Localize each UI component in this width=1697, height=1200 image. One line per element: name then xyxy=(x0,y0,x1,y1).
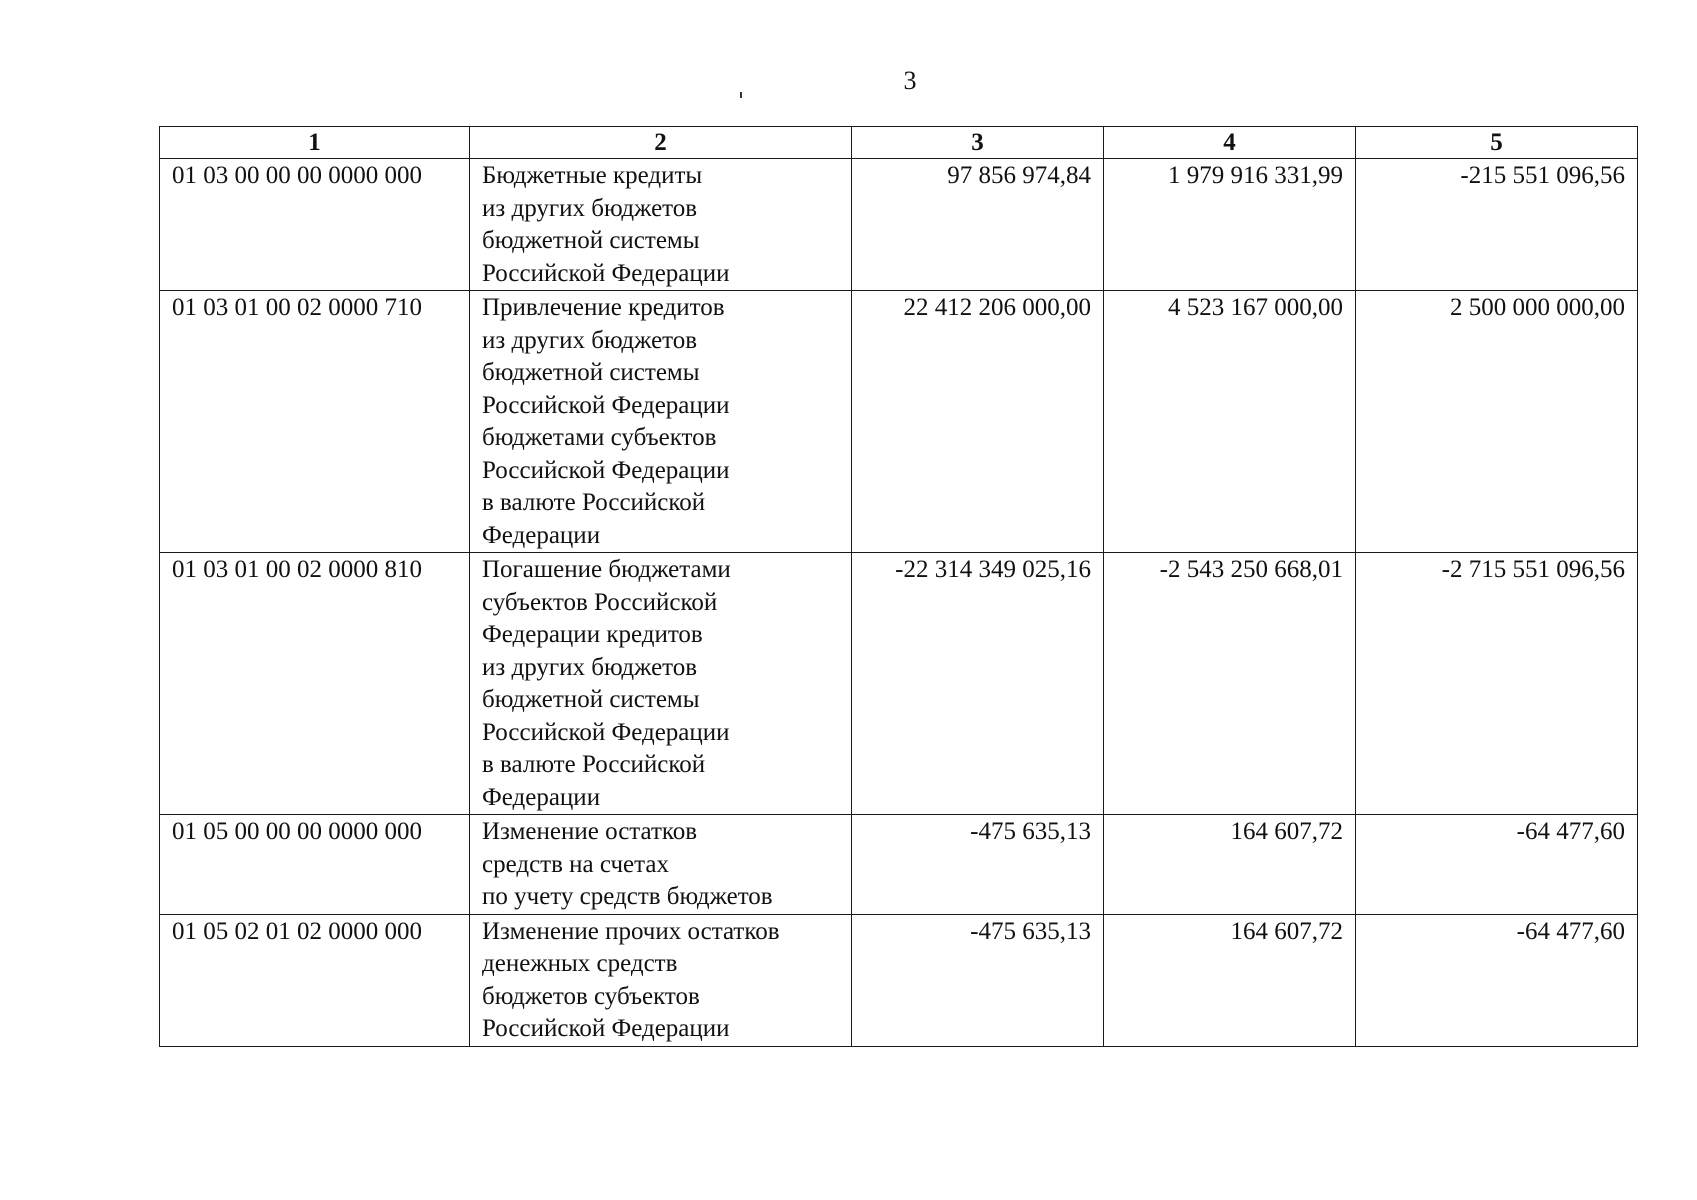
budget-code-cell: 01 05 00 00 00 0000 000 xyxy=(160,815,470,915)
amount-col4-cell: 4 523 167 000,00 xyxy=(1104,291,1356,553)
budget-code-cell: 01 05 02 01 02 0000 000 xyxy=(160,914,470,1046)
amount-col5-cell: 2 500 000 000,00 xyxy=(1356,291,1638,553)
amount-col4-cell: 1 979 916 331,99 xyxy=(1104,159,1356,291)
amount-col3-cell: -475 635,13 xyxy=(852,815,1104,915)
scan-mark xyxy=(740,92,742,98)
header-row xyxy=(160,127,1638,159)
table-row xyxy=(160,159,1638,291)
amount-col4-cell: -2 543 250 668,01 xyxy=(1104,553,1356,815)
table-row xyxy=(160,553,1638,815)
column-header-1: 1 xyxy=(160,127,470,159)
amount-col5-cell: -2 715 551 096,56 xyxy=(1356,553,1638,815)
amount-col3-cell: 97 856 974,84 xyxy=(852,159,1104,291)
budget-code-cell: 01 03 01 00 02 0000 710 xyxy=(160,291,470,553)
column-header-3: 3 xyxy=(852,127,1104,159)
item-name-cell: Бюджетные кредиты из других бюджетов бюджетной системы Российской Федерации xyxy=(470,159,852,291)
item-name-cell: Изменение остатков средств на счетах по учету средств бюджетов xyxy=(470,815,852,915)
amount-col3-cell: -475 635,13 xyxy=(852,914,1104,1046)
table-row xyxy=(160,291,1638,553)
amount-col4-cell: 164 607,72 xyxy=(1104,914,1356,1046)
item-name-cell: Привлечение кредитов из других бюджетов бюджетной системы Российской Федерации бюджетами субъектов Российской Федерации в валюте Российской Федерации xyxy=(470,291,852,553)
amount-col5-cell: -215 551 096,56 xyxy=(1356,159,1638,291)
amount-col3-cell: -22 314 349 025,16 xyxy=(852,553,1104,815)
budget-sources-table xyxy=(159,126,1638,1047)
amount-col5-cell: -64 477,60 xyxy=(1356,914,1638,1046)
amount-col5-cell: -64 477,60 xyxy=(1356,815,1638,915)
budget-code-cell: 01 03 00 00 00 0000 000 xyxy=(160,159,470,291)
table-row xyxy=(160,815,1638,915)
item-name-cell: Погашение бюджетами субъектов Российской Федерации кредитов из других бюджетов бюджетной системы Российской Федерации в валюте Российской Федерации xyxy=(470,553,852,815)
column-header-4: 4 xyxy=(1104,127,1356,159)
page-number: 3 xyxy=(903,66,917,95)
amount-col4-cell: 164 607,72 xyxy=(1104,815,1356,915)
column-header-5: 5 xyxy=(1356,127,1638,159)
table-row xyxy=(160,914,1638,1046)
column-header-2: 2 xyxy=(470,127,852,159)
budget-code-cell: 01 03 01 00 02 0000 810 xyxy=(160,553,470,815)
amount-col3-cell: 22 412 206 000,00 xyxy=(852,291,1104,553)
item-name-cell: Изменение прочих остатков денежных средств бюджетов субъектов Российской Федерации xyxy=(470,914,852,1046)
